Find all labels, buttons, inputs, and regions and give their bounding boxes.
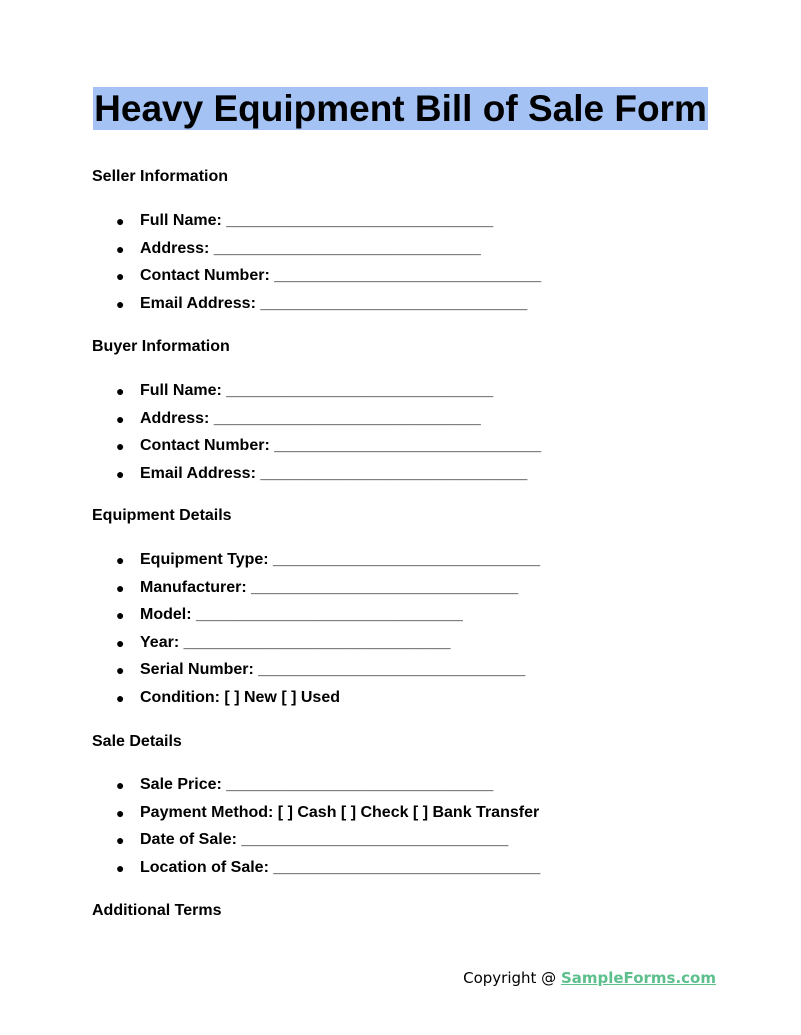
list-item bbox=[92, 830, 540, 858]
field-label: Contact Number: bbox=[140, 437, 270, 454]
field-blank[interactable]: ______________________________ bbox=[273, 551, 540, 568]
field-label: Serial Number: bbox=[140, 661, 254, 678]
field-blank[interactable]: ______________________________ bbox=[213, 239, 481, 257]
title-container bbox=[0, 87, 801, 130]
bullet-icon: ● bbox=[116, 438, 125, 454]
field-label: Full Name: bbox=[140, 212, 222, 229]
section-heading-sale: Sale Details bbox=[92, 733, 182, 750]
field-label: Date of Sale: bbox=[140, 831, 237, 848]
bullet-icon: ● bbox=[116, 268, 125, 284]
field-label: Full Name: bbox=[140, 382, 222, 399]
bullet-icon: ● bbox=[116, 383, 125, 399]
section-heading-seller: Seller Information bbox=[92, 168, 229, 185]
list-item bbox=[92, 803, 540, 831]
bullet-icon: ● bbox=[116, 552, 125, 568]
field-label: Condition: bbox=[140, 688, 220, 706]
page-title: Heavy Equipment Bill of Sale Form bbox=[94, 88, 707, 129]
bullet-icon: ● bbox=[116, 465, 125, 482]
bullet-icon: ● bbox=[116, 213, 125, 229]
list-item bbox=[92, 633, 540, 661]
field-blank[interactable]: ______________________________ bbox=[241, 831, 509, 848]
field-label: Model: bbox=[140, 606, 192, 623]
field-label: Year: bbox=[140, 633, 180, 651]
bullet-icon: ● bbox=[116, 295, 125, 312]
sampleforms-link[interactable]: SampleForms.com bbox=[560, 969, 716, 987]
copyright-text: Copyright @ bbox=[463, 969, 561, 987]
list-item bbox=[92, 688, 540, 716]
list-item bbox=[92, 266, 541, 294]
list-item bbox=[92, 858, 540, 886]
bullet-icon: ● bbox=[116, 777, 125, 793]
section-heading-equipment: Equipment Details bbox=[92, 507, 232, 524]
bullet-icon: ● bbox=[116, 634, 125, 651]
field-blank[interactable]: ______________________________ bbox=[226, 776, 494, 793]
field-blank[interactable]: ______________________________ bbox=[183, 633, 451, 651]
payment-method-checkboxes[interactable]: [ ] Cash [ ] Check [ ] Bank Transfer bbox=[277, 803, 540, 821]
list-item bbox=[92, 239, 541, 267]
buyer-field-list bbox=[92, 381, 541, 491]
bullet-icon: ● bbox=[116, 689, 125, 706]
field-label: Equipment Type: bbox=[140, 551, 269, 568]
list-item bbox=[92, 550, 540, 578]
seller-field-list bbox=[92, 211, 541, 321]
equipment-field-list bbox=[92, 550, 540, 715]
field-blank[interactable]: ______________________________ bbox=[260, 294, 528, 312]
field-blank[interactable]: ______________________________ bbox=[226, 212, 494, 229]
list-item bbox=[92, 605, 540, 633]
field-blank[interactable]: ______________________________ bbox=[196, 606, 463, 623]
field-blank[interactable]: ______________________________ bbox=[213, 409, 481, 427]
bullet-icon: ● bbox=[116, 832, 125, 848]
bullet-icon: ● bbox=[116, 804, 125, 821]
bullet-icon: ● bbox=[116, 859, 125, 876]
field-label: Email Address: bbox=[140, 294, 256, 312]
list-item bbox=[92, 660, 540, 688]
list-item bbox=[92, 211, 541, 239]
field-label: Contact Number: bbox=[140, 267, 270, 284]
field-blank[interactable]: ______________________________ bbox=[258, 661, 526, 678]
field-blank[interactable]: ______________________________ bbox=[274, 437, 542, 454]
list-item bbox=[92, 775, 540, 803]
field-label: Sale Price: bbox=[140, 776, 222, 793]
list-item bbox=[92, 294, 541, 322]
section-heading-additional-terms: Additional Terms bbox=[92, 902, 222, 919]
field-label: Payment Method: bbox=[140, 803, 274, 821]
field-blank[interactable]: ______________________________ bbox=[274, 267, 542, 284]
field-blank[interactable]: ______________________________ bbox=[260, 464, 528, 482]
list-item bbox=[92, 436, 541, 464]
section-heading-buyer: Buyer Information bbox=[92, 338, 230, 355]
bullet-icon: ● bbox=[116, 410, 125, 427]
bullet-icon: ● bbox=[116, 607, 125, 623]
field-label: Email Address: bbox=[140, 464, 256, 482]
field-blank[interactable]: ______________________________ bbox=[273, 858, 541, 876]
footer-copyright bbox=[463, 969, 716, 987]
list-item bbox=[92, 381, 541, 409]
field-label: Address: bbox=[140, 239, 210, 257]
bullet-icon: ● bbox=[116, 240, 125, 257]
list-item bbox=[92, 578, 540, 606]
field-label: Address: bbox=[140, 409, 210, 427]
field-blank[interactable]: ______________________________ bbox=[251, 578, 519, 596]
field-label: Location of Sale: bbox=[140, 858, 269, 876]
field-blank[interactable]: ______________________________ bbox=[226, 382, 494, 399]
bullet-icon: ● bbox=[116, 579, 125, 596]
condition-checkboxes[interactable]: [ ] New [ ] Used bbox=[224, 688, 340, 706]
field-label: Manufacturer: bbox=[140, 578, 247, 596]
list-item bbox=[92, 464, 541, 492]
list-item bbox=[92, 409, 541, 437]
bullet-icon: ● bbox=[116, 662, 125, 678]
sale-field-list bbox=[92, 775, 540, 885]
